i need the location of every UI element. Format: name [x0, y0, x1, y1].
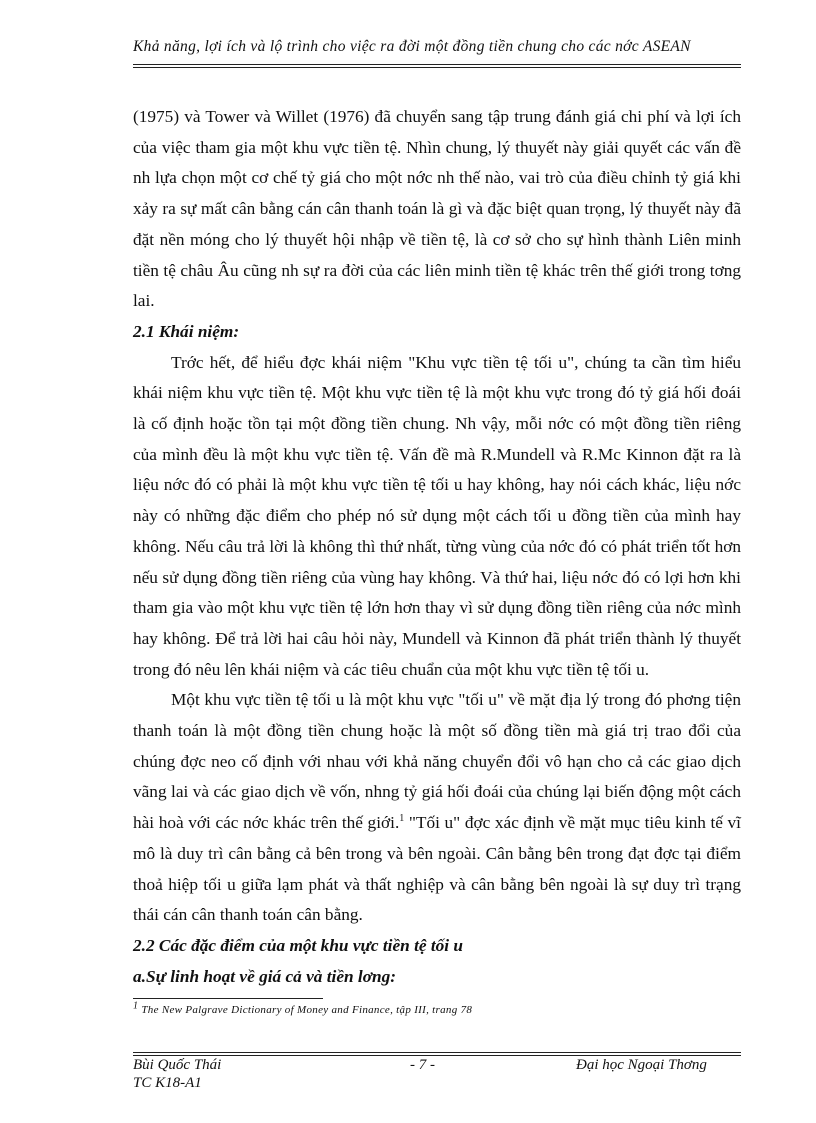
- footer-author: Bùi Quốc Thái: [133, 1057, 222, 1073]
- page-number: - 7 -: [410, 1057, 435, 1073]
- paragraph-intro: (1975) và Tower và Willet (1976) đã chuyển sang tập trung đánh giá chi phí và lợi ích của việc tham gia một khu vực tiền tệ. Nhìn chung, lý thuyết này giải quyết các vấn đề nh lựa chọn một cơ chế tỷ giá cho một nớc nh thế nào, vai trò của điều chỉnh tỷ giá khi xảy ra sự mất cân bằng cán cân thanh toán là gì và đặc biệt quan trọng, lý thuyết này đã đặt nền móng cho lý thuyết hội nhập về tiền tệ, là cơ sở cho sự hình thành Liên minh tiền tệ châu Âu cũng nh sự ra đời của các liên minh tiền tệ khác trên thế giới trong tơng lai.: [133, 107, 741, 311]
- footnote-reference[interactable]: 1: [399, 813, 405, 825]
- subsection-heading-a: a.Sự linh hoạt về giá cả và tiền lơng:: [133, 966, 397, 986]
- footer-rule: [133, 1052, 741, 1053]
- footnote-text: The New Palgrave Dictionary of Money and Finance, tập III, trang 78: [141, 1004, 473, 1016]
- running-header: Khả năng, lợi ích và lộ trình cho việc ra đời một đồng tiền chung cho các nớc ASEAN: [133, 38, 691, 55]
- header-rule-secondary: [133, 67, 741, 68]
- footer-rule-secondary: [133, 1055, 741, 1056]
- paragraph-oca-part1: Một khu vực tiền tệ tối u là một khu vực "tối u" về mặt địa lý trong đó phơng tiện thanh toán là một đồng tiền chung hoặc là một số đồng tiền mà giá trị trao đổi của chúng đợc neo cố định với nhau với khả năng chuyển đổi vô hạn cho cả các giao dịch vãng lai và các giao dịch về vốn, nhng tỷ giá hối đoái của chúng lại biến động một cách hài hoà với các nớc khác trên thế giới.: [133, 690, 741, 833]
- footer-class: TC K18-A1: [133, 1075, 202, 1091]
- section-heading-2-1: 2.1 Khái niệm:: [133, 321, 240, 341]
- footnote-mark: 1: [133, 1000, 139, 1012]
- footnote: [133, 1000, 473, 1016]
- document-body: [133, 102, 741, 992]
- footnote-rule: [133, 998, 323, 999]
- header-rule: [133, 64, 741, 65]
- paragraph-definition: Trớc hết, để hiểu đợc khái niệm "Khu vực tiền tệ tối u", chúng ta cần tìm hiểu khái niệm khu vực tiền tệ. Một khu vực tiền tệ là một khu vực trong đó tỷ giá hối đoái là cố định hoặc tồn tại một đồng tiền chung. Nh vậy, mỗi nớc có một đồng tiền riêng của mình đều là một khu vực tiền tệ. Vấn đề mà R.Mundell và R.Mc Kinnon đặt ra là liệu nớc đó có phải là một khu vực tiền tệ tối u hay không, hay nói cách khác, liệu nớc này có những đặc điểm cho phép nó sử dụng một cách tối u đồng tiền của mình hay không. Nếu câu trả lời là không thì thứ nhất, từng vùng của nớc đó có phát triển tốt hơn nếu sử dụng đồng tiền riêng của vùng hay không. Và thứ hai, liệu nớc đó có lợi hơn khi tham gia vào một khu vực tiền tệ lớn hơn thay vì sử dụng đồng tiền riêng của nớc mình hay không. Để trả lời hai câu hỏi này, Mundell và Kinnon đã phát triển thành lý thuyết trong đó nêu lên khái niệm và các tiêu chuẩn của một khu vực tiền tệ tối u.: [133, 352, 741, 679]
- section-heading-2-2: 2.2 Các đặc điểm của một khu vực tiền tệ tối u: [133, 935, 464, 955]
- footer-university: Đại học Ngoại Thơng: [576, 1057, 707, 1073]
- paragraph-oca-part2: "Tối u" đợc xác định về mặt mục tiêu kinh tế vĩ mô là duy trì cân bằng cả bên trong và bên ngoài. Cân bằng bên trong đạt đợc tại điểm thoả hiệp tối u giữa lạm phát và thất nghiệp và cân bằng bên ngoài là sự duy trì trạng thái cán cân thanh toán cân bằng.: [133, 813, 741, 925]
- paragraph-oca: [133, 685, 741, 931]
